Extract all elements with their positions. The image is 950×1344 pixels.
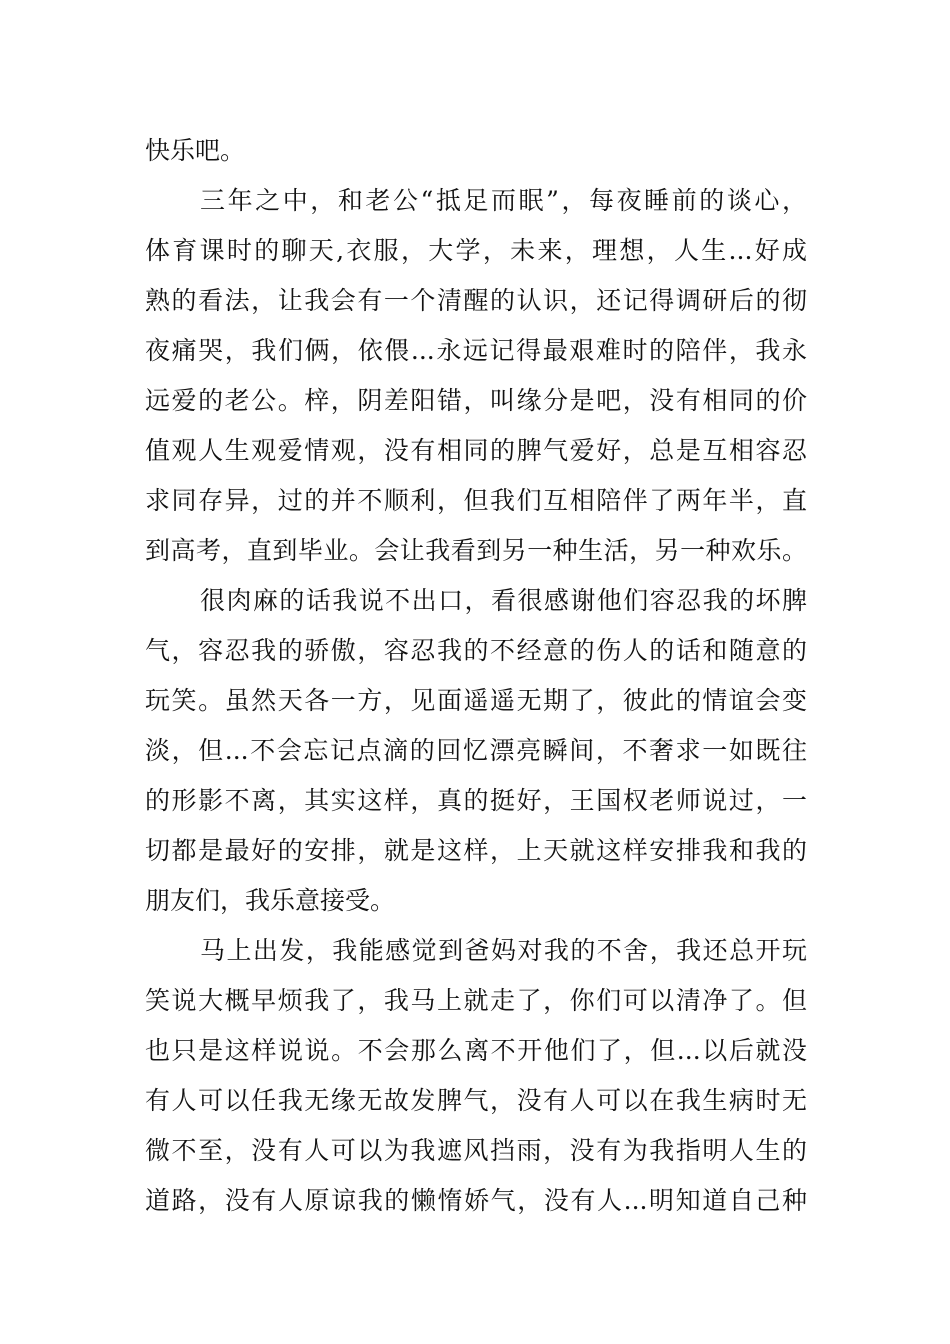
text-line: 值观人生观爱情观，没有相同的脾气爱好，总是互相容忍 [145, 436, 807, 465]
text-line: 道路，没有人原谅我的懒惰娇气，没有人...明知道自己种 [145, 1186, 807, 1215]
text-line: 远爱的老公。梓，阴差阳错，叫缘分是吧，没有相同的价 [145, 386, 807, 415]
text-line: 熟的看法，让我会有一个清醒的认识，还记得调研后的彻 [145, 286, 807, 315]
text-line: 朋友们，我乐意接受。 [145, 886, 396, 915]
text-line: 玩笑。虽然天各一方，见面遥遥无期了，彼此的情谊会变 [145, 686, 807, 715]
text-line: 体育课时的聊天,衣服，大学，未来，理想，人生...好成 [145, 236, 807, 265]
text-line: 到高考，直到毕业。会让我看到另一种生活，另一种欢乐。 [145, 536, 807, 565]
text-line: 气，容忍我的骄傲，容忍我的不经意的伤人的话和随意的 [145, 636, 807, 665]
text-line: 的形影不离，其实这样，真的挺好，王国权老师说过，一 [145, 786, 807, 815]
text-line: 三年之中，和老公“抵足而眠”，每夜睡前的谈心， [200, 186, 807, 215]
text-line: 很肉麻的话我说不出口，看很感谢他们容忍我的坏脾 [200, 586, 807, 615]
text-line: 淡，但...不会忘记点滴的回忆漂亮瞬间，不奢求一如既往 [145, 736, 807, 765]
text-line: 快乐吧。 [145, 136, 246, 165]
text-line: 求同存异，过的并不顺利，但我们互相陪伴了两年半，直 [145, 486, 807, 515]
text-line: 马上出发，我能感觉到爸妈对我的不舍，我还总开玩 [200, 936, 807, 965]
text-line: 笑说大概早烦我了，我马上就走了，你们可以清净了。但 [145, 986, 807, 1015]
text-line: 夜痛哭，我们俩，依偎...永远记得最艰难时的陪伴，我永 [145, 336, 807, 365]
text-line: 有人可以任我无缘无故发脾气，没有人可以在我生病时无 [145, 1086, 807, 1115]
text-line: 也只是这样说说。不会那么离不开他们了，但...以后就没 [145, 1036, 807, 1065]
body-text [145, 126, 807, 1226]
text-line: 微不至，没有人可以为我遮风挡雨，没有为我指明人生的 [145, 1136, 807, 1165]
text-line: 切都是最好的安排，就是这样，上天就这样安排我和我的 [145, 836, 807, 865]
